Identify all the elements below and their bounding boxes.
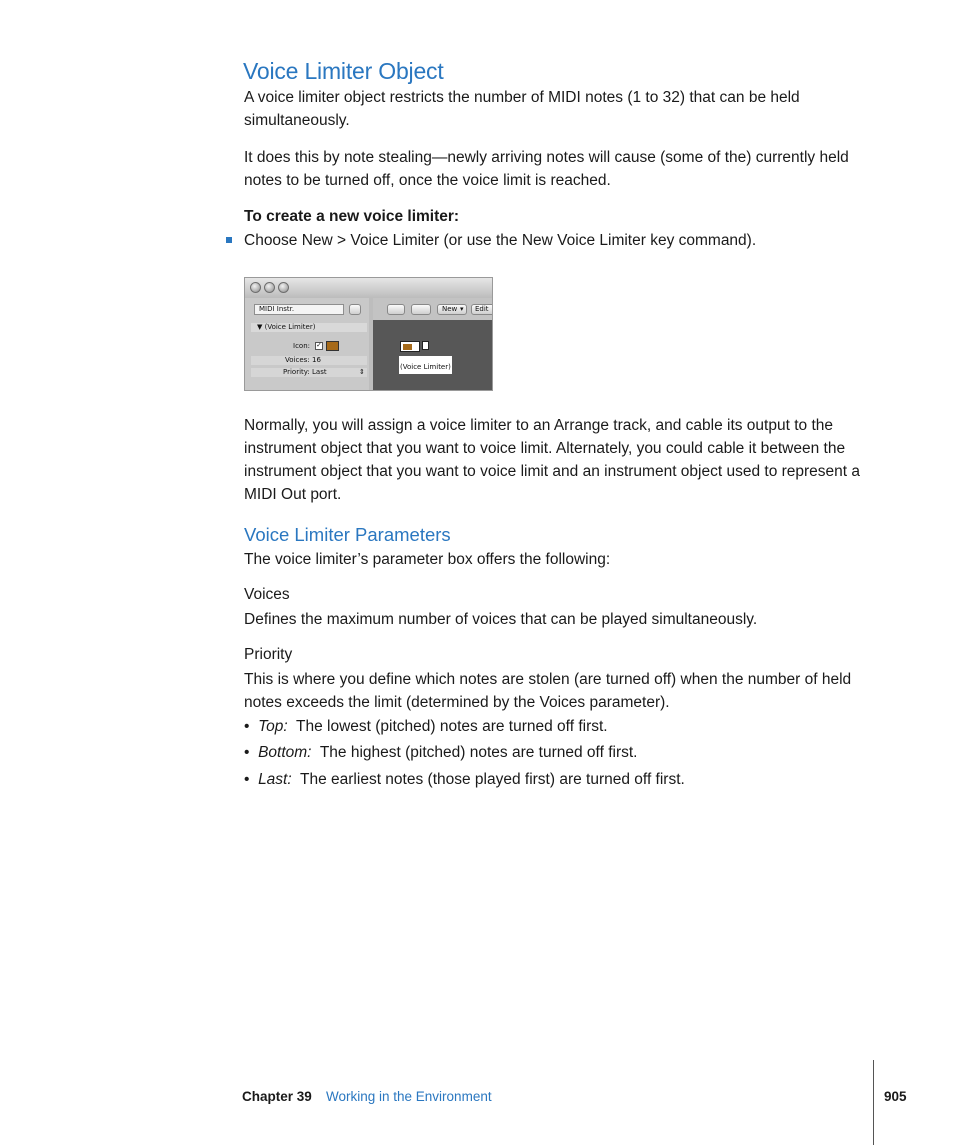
priority-label: Priority: bbox=[283, 368, 310, 376]
list-item bbox=[244, 744, 637, 762]
bullet-term: Bottom: bbox=[258, 744, 312, 761]
link-icon[interactable] bbox=[387, 304, 405, 315]
bullet-dot-icon: • bbox=[244, 718, 250, 735]
environment-canvas[interactable] bbox=[373, 320, 493, 391]
edit-menu-button[interactable] bbox=[471, 304, 493, 315]
object-name-row[interactable] bbox=[251, 323, 367, 332]
bullet-term: Last: bbox=[258, 771, 292, 788]
footer-chapter-title[interactable]: Working in the Environment bbox=[326, 1089, 492, 1104]
object-caption-box bbox=[399, 356, 452, 374]
window-titlebar bbox=[245, 278, 492, 298]
param-intro: The voice limiter’s parameter box offers the following: bbox=[244, 551, 611, 568]
chevron-down-icon[interactable] bbox=[349, 304, 361, 315]
inspector-panel bbox=[245, 298, 369, 391]
voices-term: Voices bbox=[244, 586, 290, 603]
priority-value: Last bbox=[312, 368, 327, 376]
intro-paragraph-1: A voice limiter object restricts the number of MIDI notes (1 to 32) that can be held simultaneously. bbox=[244, 89, 800, 129]
voices-description: Defines the maximum number of voices that can be played simultaneously. bbox=[244, 611, 758, 628]
edit-menu-label: Edit bbox=[475, 305, 489, 313]
instrument-menu-label: MIDI Instr. bbox=[259, 305, 295, 313]
task-step: Choose New > Voice Limiter (or use the New Voice Limiter key command). bbox=[244, 232, 757, 249]
object-name-label: ▼ (Voice Limiter) bbox=[257, 323, 316, 331]
instrument-menu[interactable] bbox=[254, 304, 344, 315]
intro-paragraph-2: It does this by note stealing—newly arriving notes will cause (some of the) currently held notes to be turned off, once the voice limit is reached. bbox=[244, 149, 849, 189]
body-paragraph: Normally, you will assign a voice limiter to an Arrange track, and cable its output to the instrument object that you want to voice limit. Alternately, you could cable it between the instrument object that you want to voice limit and an instrument object used to represent a MIDI Out port. bbox=[244, 417, 861, 503]
environment-area bbox=[373, 298, 493, 391]
zoom-window-icon[interactable] bbox=[278, 282, 289, 293]
voices-value: 16 bbox=[312, 356, 321, 364]
icon-label: Icon: bbox=[293, 342, 310, 350]
outlet-icon[interactable] bbox=[422, 341, 429, 350]
up-down-arrows-icon: ⇕ bbox=[359, 368, 365, 376]
bullet-text: The highest (pitched) notes are turned off first. bbox=[319, 744, 638, 761]
bullet-term: Top: bbox=[258, 718, 288, 735]
list-item bbox=[244, 771, 685, 789]
voices-row[interactable] bbox=[251, 356, 367, 365]
bullet-text: The lowest (pitched) notes are turned off first. bbox=[296, 718, 608, 735]
page-title: Voice Limiter Object bbox=[243, 58, 444, 84]
new-menu-label: New bbox=[442, 305, 458, 313]
task-bullet-icon bbox=[226, 237, 232, 243]
footer-chapter: Chapter 39 bbox=[242, 1089, 312, 1104]
bullet-dot-icon: • bbox=[244, 771, 250, 788]
bullet-dot-icon: • bbox=[244, 744, 250, 761]
priority-description: This is where you define which notes are stolen (are turned off) when the number of held notes exceeds the limit (determined by the Voices parameter). bbox=[244, 671, 852, 711]
voice-limiter-object-icon bbox=[403, 344, 412, 350]
midi-out-icon[interactable] bbox=[411, 304, 431, 315]
page-number: 905 bbox=[884, 1089, 907, 1104]
object-caption: (Voice Limiter) bbox=[400, 363, 451, 371]
chevron-down-icon: ▾ bbox=[460, 305, 464, 313]
bullet-text: The earliest notes (those played first) are turned off first. bbox=[300, 771, 685, 788]
section-heading: Voice Limiter Parameters bbox=[244, 524, 451, 545]
icon-checkbox[interactable]: ✓ bbox=[316, 342, 322, 349]
close-window-icon[interactable] bbox=[250, 282, 261, 293]
minimize-window-icon[interactable] bbox=[264, 282, 275, 293]
voice-limiter-icon[interactable] bbox=[326, 341, 339, 351]
voices-label: Voices: bbox=[285, 356, 310, 364]
footer-divider bbox=[873, 1060, 874, 1145]
priority-term: Priority bbox=[244, 646, 293, 663]
priority-row[interactable] bbox=[251, 368, 367, 377]
new-menu-button[interactable] bbox=[437, 304, 467, 315]
voice-limiter-object[interactable] bbox=[400, 341, 420, 352]
task-lead: To create a new voice limiter: bbox=[244, 208, 460, 225]
environment-screenshot bbox=[244, 277, 493, 391]
list-item bbox=[244, 718, 608, 736]
